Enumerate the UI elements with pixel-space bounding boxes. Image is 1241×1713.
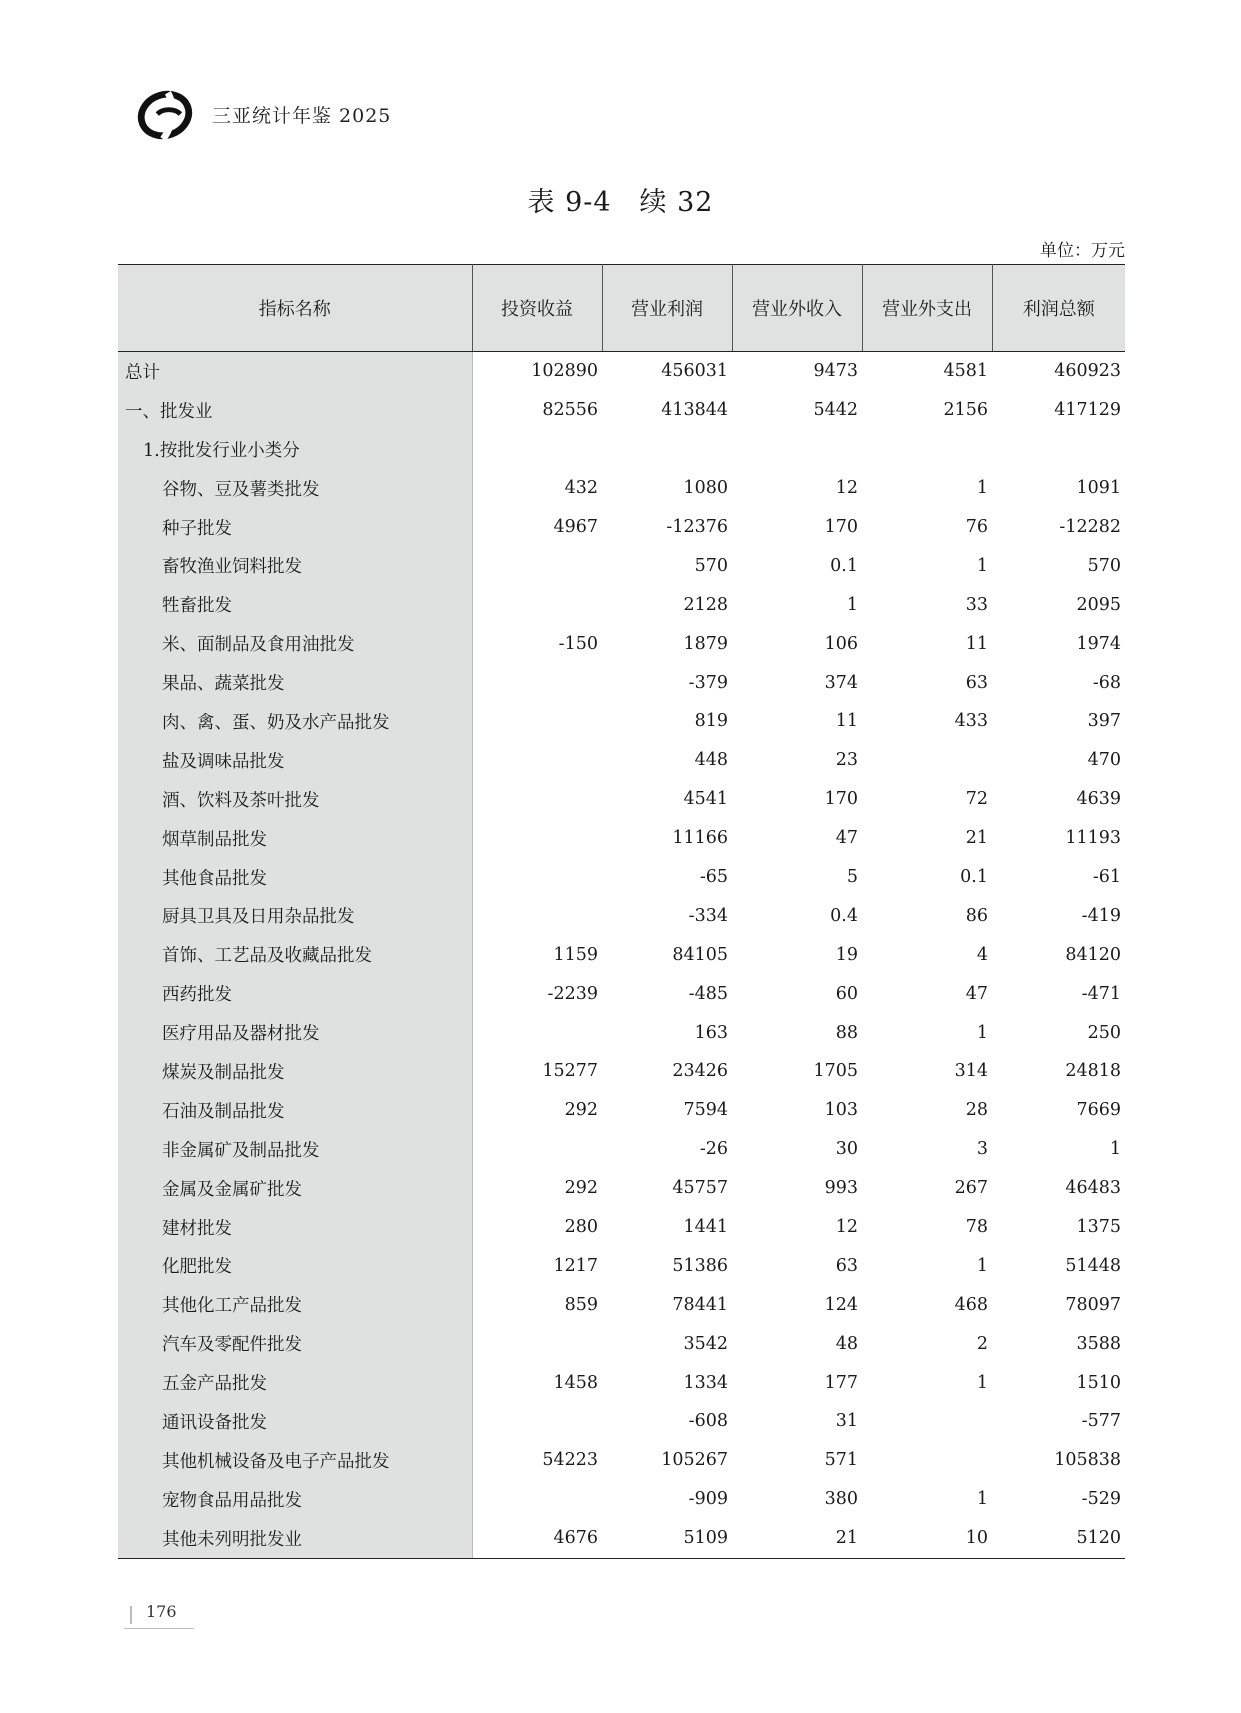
cell-value: 103 [824, 1100, 858, 1121]
cell-value: 2095 [1076, 594, 1121, 615]
cell-value [862, 741, 992, 780]
cell-value: 82556 [542, 400, 598, 421]
cell-value [472, 896, 602, 935]
row-label: 石油及制品批发 [118, 1091, 472, 1130]
cell-value: 7669 [1076, 1100, 1121, 1121]
cell-value: 21 [732, 1519, 862, 1558]
cell-value [862, 1441, 992, 1480]
column-header-non-operating-income: 营业外收入 [732, 265, 862, 352]
row-label: 西药批发 [118, 974, 472, 1013]
row-label: 米、面制品及食用油批发 [118, 624, 472, 663]
table-row [118, 1246, 1125, 1285]
cell-value: -334 [688, 905, 728, 926]
table-row [118, 1130, 1125, 1169]
yearbook-logo-icon [136, 85, 194, 143]
cell-value: 1334 [683, 1372, 728, 1393]
cell-value: 5 [846, 867, 858, 888]
row-label: 五金产品批发 [118, 1363, 472, 1402]
cell-value: 993 [824, 1178, 858, 1199]
cell-value: -68 [1092, 672, 1121, 693]
cell-value: 163 [694, 1022, 728, 1043]
cell-value: 0.4 [830, 905, 858, 926]
cell-value: 78097 [1065, 1294, 1121, 1315]
table-row [118, 624, 1125, 663]
cell-value: 7594 [683, 1100, 728, 1121]
cell-value: 460923 [1054, 361, 1121, 382]
cell-value: 15277 [542, 1061, 598, 1082]
cell-value: 1 [976, 1372, 988, 1393]
row-label: 盐及调味品批发 [118, 741, 472, 780]
cell-value: 11 [965, 633, 988, 654]
row-label: 煤炭及制品批发 [118, 1052, 472, 1091]
cell-value: -379 [688, 672, 728, 693]
row-label: 汽车及零配件批发 [118, 1324, 472, 1363]
cell-value: 45757 [672, 1178, 728, 1199]
cell-value: 84105 [672, 944, 728, 965]
statistics-table [118, 264, 1125, 1559]
cell-value: 102890 [531, 361, 598, 382]
cell-value: 60 [835, 983, 858, 1004]
row-label: 化肥批发 [118, 1246, 472, 1285]
row-label: 牲畜批发 [118, 585, 472, 624]
cell-value [472, 741, 602, 780]
cell-value: 63 [835, 1255, 858, 1276]
cell-value: 28 [965, 1100, 988, 1121]
row-label: 医疗用品及器材批发 [118, 1013, 472, 1052]
cell-value: 3 [976, 1139, 988, 1160]
row-label: 金属及金属矿批发 [118, 1169, 472, 1208]
cell-value: 292 [564, 1178, 598, 1199]
table-row [118, 1480, 1125, 1519]
unit-label: 单位：万元 [1040, 241, 1125, 261]
cell-value: -419 [1081, 905, 1121, 926]
table-body [118, 352, 1125, 1559]
table-row [118, 430, 1125, 469]
cell-value: -2239 [547, 983, 598, 1004]
column-header-operating-profit: 营业利润 [602, 265, 732, 352]
row-label: 烟草制品批发 [118, 819, 472, 858]
cell-value: 417129 [1054, 400, 1121, 421]
cell-value [732, 430, 862, 469]
table-row [118, 585, 1125, 624]
row-label: 通讯设备批发 [118, 1402, 472, 1441]
cell-value: 1458 [553, 1372, 598, 1393]
cell-value: 1 [976, 1022, 988, 1043]
cell-value: 433 [954, 711, 988, 732]
cell-value: 78 [965, 1217, 988, 1238]
cell-value: 1 [976, 478, 988, 499]
cell-value: 48 [835, 1333, 858, 1354]
table-row [118, 508, 1125, 547]
cell-value: 19 [835, 944, 858, 965]
table-row [118, 1363, 1125, 1402]
cell-value: -485 [688, 983, 728, 1004]
cell-value [472, 430, 602, 469]
cell-value: -65 [699, 867, 728, 888]
cell-value: 5120 [992, 1519, 1125, 1558]
cell-value: -577 [1081, 1411, 1121, 1432]
row-label: 建材批发 [118, 1208, 472, 1247]
cell-value: 267 [954, 1178, 988, 1199]
cell-value: 314 [954, 1061, 988, 1082]
cell-value: 4 [976, 944, 988, 965]
row-label: 果品、蔬菜批发 [118, 663, 472, 702]
page-header [136, 86, 391, 142]
footer-rule [124, 1628, 194, 1629]
cell-value: 1080 [683, 478, 728, 499]
footer-tick [130, 1606, 132, 1624]
cell-value: 2 [976, 1333, 988, 1354]
cell-value: 859 [564, 1294, 598, 1315]
cell-value [472, 780, 602, 819]
table-row [118, 780, 1125, 819]
table-row [118, 663, 1125, 702]
cell-value [862, 430, 992, 469]
cell-value: 170 [824, 789, 858, 810]
column-header-name: 指标名称 [118, 265, 472, 352]
cell-value: 177 [824, 1372, 858, 1393]
cell-value: 9473 [813, 361, 858, 382]
cell-value: 21 [965, 828, 988, 849]
cell-value: 1441 [683, 1217, 728, 1238]
cell-value: 12 [835, 478, 858, 499]
cell-value: 124 [824, 1294, 858, 1315]
cell-value: -12282 [1059, 517, 1121, 537]
cell-value: 86 [965, 905, 988, 926]
row-label: 一、批发业 [118, 391, 472, 430]
table-row [118, 1208, 1125, 1247]
cell-value: 4676 [472, 1519, 602, 1558]
cell-value: -529 [1081, 1489, 1121, 1510]
cell-value: 3588 [1076, 1333, 1121, 1354]
table-row [118, 1402, 1125, 1441]
cell-value: 1 [1109, 1139, 1121, 1160]
cell-value [472, 585, 602, 624]
cell-value: 380 [824, 1489, 858, 1510]
cell-value [472, 819, 602, 858]
table-row [118, 1285, 1125, 1324]
cell-value: 1879 [683, 633, 728, 654]
cell-value: 31 [835, 1411, 858, 1432]
cell-value: 33 [965, 594, 988, 615]
cell-value: 88 [835, 1022, 858, 1043]
cell-value [472, 1480, 602, 1519]
row-label: 1.按批发行业小类分 [118, 430, 472, 469]
cell-value: 2128 [683, 594, 728, 615]
cell-value: 292 [564, 1100, 598, 1121]
cell-value: 571 [824, 1450, 858, 1471]
cell-value: 72 [965, 789, 988, 810]
cell-value: 4581 [943, 361, 988, 382]
cell-value: 374 [824, 672, 858, 693]
cell-value: 1510 [1076, 1372, 1121, 1393]
cell-value: 11193 [1065, 828, 1121, 849]
row-label: 其他未列明批发业 [118, 1519, 472, 1558]
cell-value [472, 1130, 602, 1169]
table-row [118, 702, 1125, 741]
cell-value: 47 [965, 983, 988, 1004]
cell-value: 570 [1087, 555, 1121, 576]
cell-value [472, 1013, 602, 1052]
cell-value: 63 [965, 672, 988, 693]
column-header-non-operating-expense: 营业外支出 [862, 265, 992, 352]
cell-value: 448 [694, 750, 728, 771]
cell-value: 78441 [672, 1294, 728, 1315]
cell-value: 105838 [1054, 1450, 1121, 1471]
row-label: 宠物食品用品批发 [118, 1480, 472, 1519]
table-row [118, 469, 1125, 508]
cell-value: 280 [564, 1217, 598, 1238]
cell-value: 30 [835, 1139, 858, 1160]
table-row [118, 1324, 1125, 1363]
cell-value [602, 430, 732, 469]
cell-value: 1159 [553, 944, 598, 965]
table-row [118, 1052, 1125, 1091]
cell-value: -608 [688, 1411, 728, 1432]
cell-value: 413844 [661, 400, 728, 421]
cell-value: 170 [824, 517, 858, 537]
table-row [118, 974, 1125, 1013]
cell-value: 5442 [813, 400, 858, 421]
cell-value: 84120 [1065, 944, 1121, 965]
cell-value: 11 [835, 711, 858, 732]
table-row [118, 1013, 1125, 1052]
cell-value: 1 [976, 555, 988, 576]
cell-value: 10 [862, 1519, 992, 1558]
cell-value: 76 [965, 517, 988, 537]
table-row [118, 819, 1125, 858]
book-title: 三亚统计年鉴 2025 [212, 104, 392, 127]
cell-value: 105267 [661, 1450, 728, 1471]
row-label: 非金属矿及制品批发 [118, 1130, 472, 1169]
cell-value: 23 [835, 750, 858, 771]
cell-value: 1 [976, 1255, 988, 1276]
cell-value: 54223 [542, 1450, 598, 1471]
table-row [118, 1441, 1125, 1480]
cell-value: 12 [835, 1217, 858, 1238]
cell-value: 47 [835, 828, 858, 849]
cell-value: -471 [1081, 983, 1121, 1004]
cell-value: -61 [1092, 867, 1121, 888]
page-footer [124, 1598, 194, 1632]
cell-value [472, 858, 602, 897]
cell-value [472, 1402, 602, 1441]
table-row [118, 391, 1125, 430]
cell-value [472, 1324, 602, 1363]
cell-value: 0.1 [830, 555, 858, 576]
cell-value: 3542 [683, 1333, 728, 1354]
row-label: 酒、饮料及茶叶批发 [118, 780, 472, 819]
row-label: 种子批发 [118, 508, 472, 547]
cell-value: 2156 [943, 400, 988, 421]
table-row [118, 546, 1125, 585]
cell-value: 5109 [602, 1519, 732, 1558]
row-label: 首饰、工艺品及收藏品批发 [118, 935, 472, 974]
row-label: 厨具卫具及日用杂品批发 [118, 896, 472, 935]
cell-value: 46483 [1065, 1178, 1121, 1199]
table-row [118, 896, 1125, 935]
cell-value: 570 [694, 555, 728, 576]
cell-value: 4639 [1076, 789, 1121, 810]
cell-value: 456031 [661, 361, 728, 382]
cell-value [472, 546, 602, 585]
cell-value: 397 [1087, 711, 1121, 732]
cell-value: 24818 [1065, 1061, 1121, 1082]
row-label: 其他化工产品批发 [118, 1285, 472, 1324]
table-row [118, 741, 1125, 780]
column-header-total-profit: 利润总额 [992, 265, 1125, 352]
row-label: 其他机械设备及电子产品批发 [118, 1441, 472, 1480]
cell-value: 106 [824, 633, 858, 654]
cell-value: 470 [1087, 750, 1121, 771]
cell-value: 432 [564, 478, 598, 499]
table-row [118, 352, 1125, 391]
cell-value: 1974 [1076, 633, 1121, 654]
table-row [118, 1091, 1125, 1130]
cell-value: 0.1 [960, 867, 988, 888]
page-number: 176 [146, 1602, 177, 1621]
cell-value: 1 [846, 594, 858, 615]
table-row [118, 1169, 1125, 1208]
column-header-investment-income: 投资收益 [472, 265, 602, 352]
cell-value: -12376 [666, 517, 728, 537]
cell-value: 250 [1087, 1022, 1121, 1043]
cell-value: 1 [976, 1489, 988, 1510]
cell-value: -26 [699, 1139, 728, 1160]
cell-value: 11166 [672, 828, 728, 849]
cell-value: -150 [558, 633, 598, 654]
table-row [118, 858, 1125, 897]
cell-value [992, 430, 1125, 469]
cell-value: 819 [694, 711, 728, 732]
cell-value: 468 [954, 1294, 988, 1315]
cell-value: 23426 [672, 1061, 728, 1082]
row-label: 肉、禽、蛋、奶及水产品批发 [118, 702, 472, 741]
cell-value: 1375 [1076, 1217, 1121, 1238]
table-header-row [118, 265, 1125, 352]
row-label: 总计 [118, 352, 472, 391]
cell-value [472, 702, 602, 741]
cell-value: -909 [688, 1489, 728, 1510]
row-label: 畜牧渔业饲料批发 [118, 546, 472, 585]
cell-value: 1091 [1076, 478, 1121, 499]
cell-value: 4967 [553, 517, 598, 537]
cell-value: 1217 [553, 1255, 598, 1276]
table-title: 表 9-4 续 32 [527, 187, 714, 218]
cell-value [862, 1402, 992, 1441]
cell-value: 51448 [1065, 1255, 1121, 1276]
table-row [118, 935, 1125, 974]
row-label: 其他食品批发 [118, 858, 472, 897]
table-row [118, 1519, 1125, 1558]
cell-value: 1705 [813, 1061, 858, 1082]
cell-value: 51386 [672, 1255, 728, 1276]
cell-value: 4541 [683, 789, 728, 810]
row-label: 谷物、豆及薯类批发 [118, 469, 472, 508]
cell-value [472, 663, 602, 702]
